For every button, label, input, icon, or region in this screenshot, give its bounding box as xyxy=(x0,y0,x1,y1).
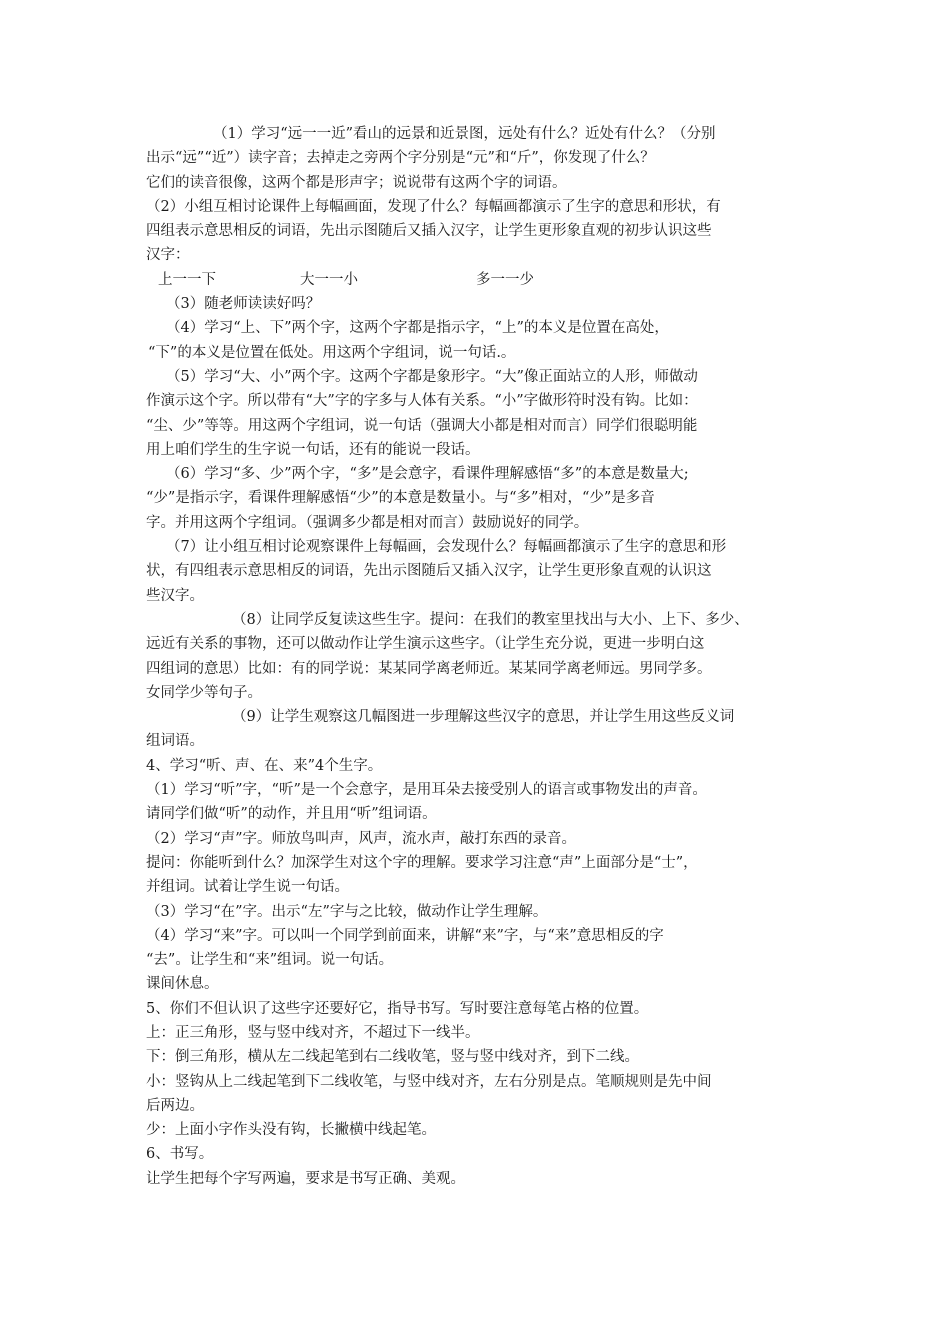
paragraph-line: 少：上面小字作头没有钩，长撇横中线起笔。 xyxy=(146,1122,436,1139)
paragraph-line: （2）学习“声”字。师放鸟叫声，风声，流水声，敲打东西的录音。 xyxy=(146,830,577,847)
paragraph-line: （3）随老师读读好吗？ xyxy=(166,296,321,313)
paragraph-line: （1）学习“远一一近”看山的远景和近景图，远处有什么？近处有什么？（分别 xyxy=(213,126,716,142)
paragraph-line: （4）学习“上、下”两个字，这两个字都是指示字，“上”的本义是位置在高处， xyxy=(166,320,669,337)
paragraph-line: （5）学习“大、小”两个字。这两个字都是象形字。“大”像正面站立的人形，师做动 xyxy=(166,368,698,385)
paragraph-line: 四组表示意思相反的词语，先出示图随后又插入汉字，让学生更形象直观的初步认识这些 xyxy=(146,223,712,240)
paragraph-line: 上：正三角形，竖与竖中线对齐，不超过下一线半。 xyxy=(146,1024,480,1041)
paragraph-line: 请同学们做“听”的动作，并且用“听”组词语。 xyxy=(146,806,437,823)
antonym-pair: 多一一少 xyxy=(476,271,534,288)
paragraph-line: 字。并用这两个字组词。（强调多少都是相对而言）鼓励说好的同学。 xyxy=(146,514,589,531)
paragraph-line: 用上咱们学生的生字说一句话，还有的能说一段话。 xyxy=(146,441,480,458)
paragraph-line: 作演示这个字。所以带有“大”字的字多与人体有关系。“小”字做形符时没有钩。比如： xyxy=(146,393,698,410)
paragraph-line: （7）让小组互相讨论观察课件上每幅画，会发现什么？每幅画都演示了生字的意思和形 xyxy=(166,539,727,556)
paragraph-line: （6）学习“多、少”两个字，“多”是会意字，看课件理解感悟“多”的本意是数量大; xyxy=(166,466,689,483)
paragraph-line: 些汉字。 xyxy=(146,587,204,604)
document-page xyxy=(146,122,826,1191)
antonym-pair: 大一一小 xyxy=(300,271,358,288)
paragraph-line: （2）小组互相讨论课件上每幅画面，发现了什么？每幅画都演示了生字的意思和形状，有 xyxy=(146,198,721,215)
section-heading: 4、学习“听、声、在、来”4个生字。 xyxy=(146,757,383,774)
paragraph-line: 提问：你能听到什么？加深学生对这个字的理解。要求学习注意“声”上面部分是“士”， xyxy=(146,854,698,871)
paragraph-line: 出示“远”“近”）读字音；去掉走之旁两个字分别是“元”和“斤”，你发现了什么？ xyxy=(146,150,655,167)
paragraph-line: “去”。让学生和“来”组词。说一句话。 xyxy=(146,952,394,969)
paragraph-line: 汉字： xyxy=(146,247,190,264)
antonym-pairs xyxy=(146,268,826,292)
paragraph-line: 组词语。 xyxy=(146,733,204,750)
section-heading: 6、书写。 xyxy=(146,1146,214,1163)
paragraph-line: （3）学习“在”字。出示“左”字与之比较，做动作让学生理解。 xyxy=(146,903,548,920)
paragraph-line: 并组词。试着让学生说一句话。 xyxy=(146,879,349,896)
paragraph-line: （9）让学生观察这几幅图进一步理解这些汉字的意思，并让学生用这些反义词 xyxy=(232,709,735,726)
paragraph-line: 远近有关系的事物，还可以做动作让学生演示这些字。（让学生充分说，更进一步明白这 xyxy=(146,636,705,653)
paragraph-line: 小：竖钩从上二线起笔到下二线收笔，与竖中线对齐，左右分别是点。笔顺规则是先中间 xyxy=(146,1073,712,1090)
antonym-pair: 上一一下 xyxy=(158,271,216,288)
paragraph-line: 后两边。 xyxy=(146,1097,204,1114)
paragraph-line: （1）学习“听”字，“听”是一个会意字，是用耳朵去接受别人的语言或事物发出的声音。 xyxy=(146,782,707,799)
paragraph-line: 状，有四组表示意思相反的词语，先出示图随后又插入汉字，让学生更形象直观的认识这 xyxy=(146,563,712,580)
paragraph-line: 它们的读音很像，这两个都是形声字；说说带有这两个字的词语。 xyxy=(146,174,567,191)
paragraph-line: 四组词的意思）比如：有的同学说：某某同学离老师近。某某同学离老师远。男同学多。 xyxy=(146,660,712,677)
section-heading: 5、你们不但认识了这些字还要好它，指导书写。写时要注意每笔占格的位置。 xyxy=(146,1000,649,1017)
paragraph-line: 课间休息。 xyxy=(146,976,219,993)
paragraph-line: “下”的本义是位置在低处。用这两个字组词，说一句话.。 xyxy=(148,344,516,361)
paragraph-line: 下：倒三角形，横从左二线起笔到右二线收笔，竖与竖中线对齐，到下二线。 xyxy=(146,1049,639,1066)
paragraph-line: 让学生把每个字写两遍，要求是书写正确、美观。 xyxy=(146,1170,465,1187)
paragraph-line: “少”是指示字，看课件理解感悟“少”的本意是数量小。与“多”相对，“少”是多音 xyxy=(146,490,655,507)
paragraph-line: （4）学习“来”字。可以叫一个同学到前面来，讲解“来”字，与“来”意思相反的字 xyxy=(146,927,664,944)
paragraph-line: “尘、少”等等。用这两个字组词，说一句话（强调大小都是相对而言）同学们很聪明能 xyxy=(146,417,698,434)
paragraph-line: （8）让同学反复读这些生字。提问：在我们的教室里找出与大小、上下、多少、 xyxy=(232,611,749,628)
paragraph-line: 女同学少等句子。 xyxy=(146,684,262,701)
